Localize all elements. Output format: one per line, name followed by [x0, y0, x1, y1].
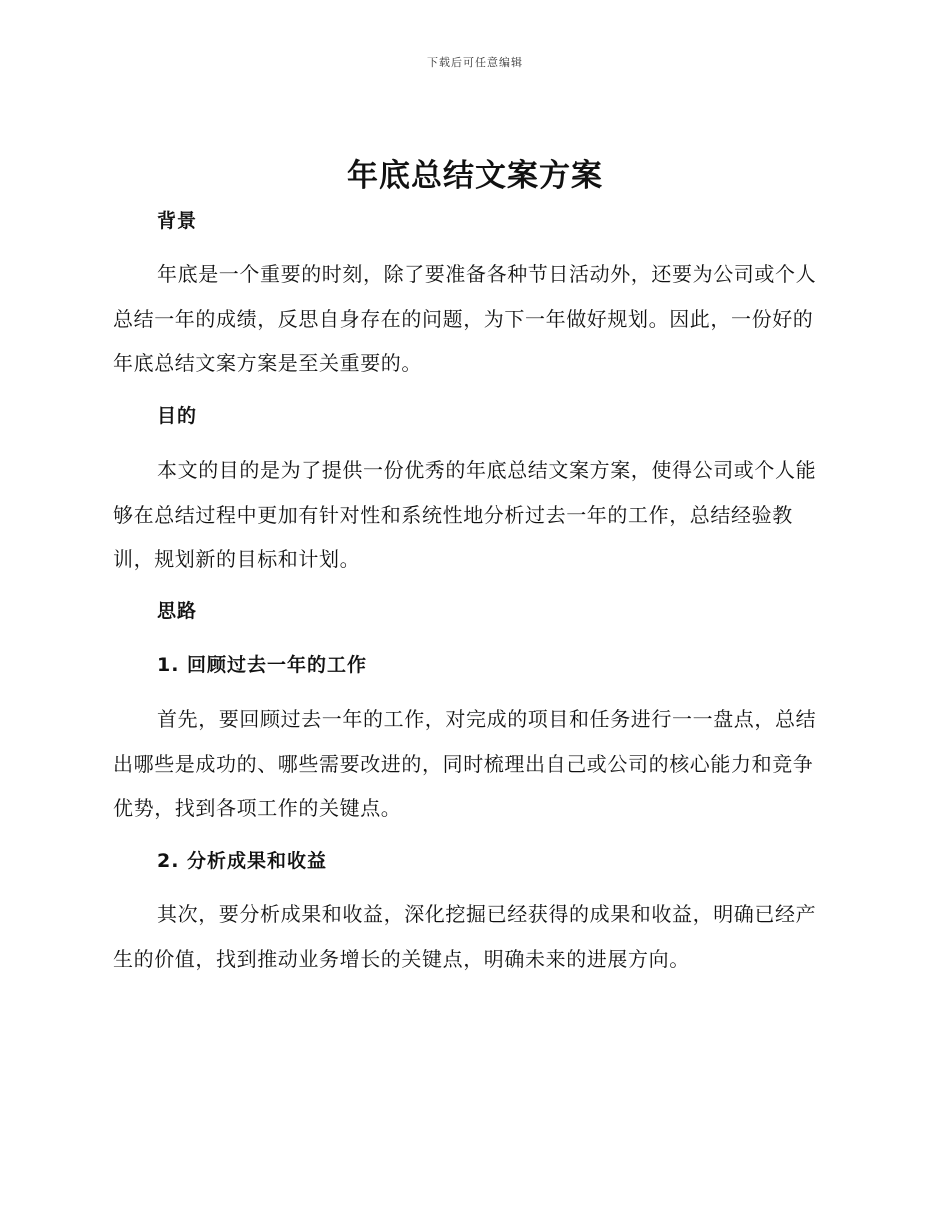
paragraph-analyze-results: 其次，要分析成果和收益，深化挖掘已经获得的成果和收益，明确已经产生的价值，找到推动业务增长的关键点，明确未来的进展方向。	[113, 902, 817, 971]
paragraph-review-work: 首先，要回顾过去一年的工作，对完成的项目和任务进行一一盘点，总结出哪些是成功的、哪些需要改进的，同时梳理出自己或公司的核心能力和竞争优势，找到各项工作的关键点。	[113, 707, 817, 820]
header-note: 下载后可任意编辑	[427, 56, 523, 69]
subheading-review-work: 1. 回顾过去一年的工作	[157, 654, 368, 676]
section-heading-purpose: 目的	[157, 405, 198, 427]
section-heading-background: 背景	[157, 210, 198, 232]
section-heading-approach: 思路	[157, 600, 198, 622]
paragraph-purpose: 本文的目的是为了提供一份优秀的年底总结文案方案，使得公司或个人能够在总结过程中更加有针对性和系统性地分析过去一年的工作，总结经验教训，规划新的目标和计划。	[113, 458, 817, 571]
subheading-analyze-results: 2. 分析成果和收益	[157, 850, 328, 872]
paragraph-background: 年底是一个重要的时刻，除了要准备各种节日活动外，还要为公司或个人总结一年的成绩，反思自身存在的问题，为下一年做好规划。因此，一份好的年底总结文案方案是至关重要的。	[113, 262, 817, 375]
document-title: 年底总结文案方案	[347, 158, 603, 194]
